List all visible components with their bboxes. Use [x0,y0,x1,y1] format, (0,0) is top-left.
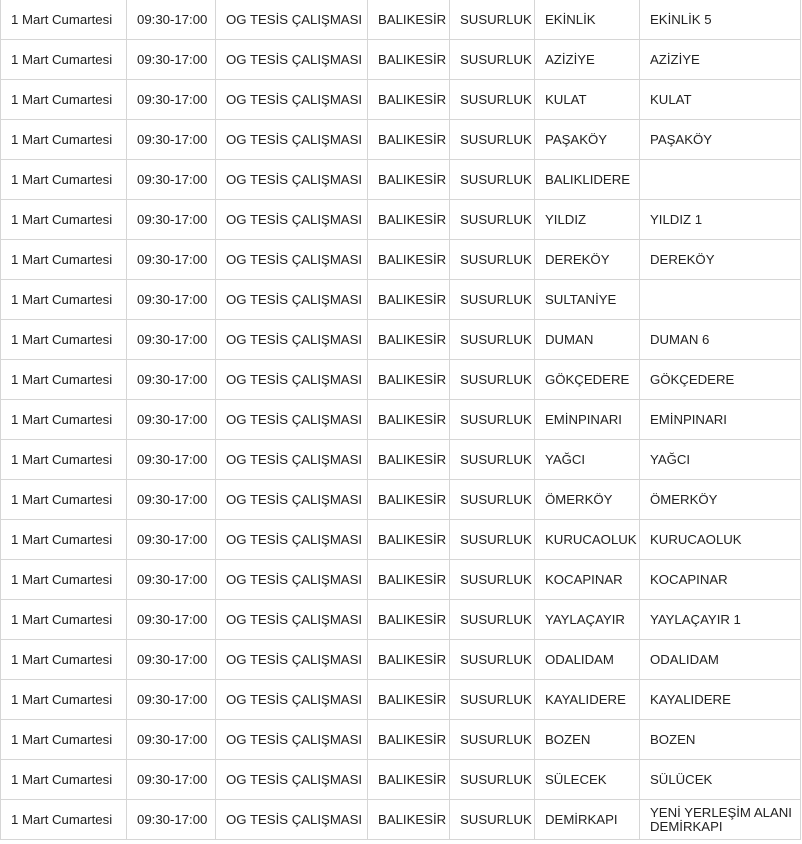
city-cell: BALIKESİR [368,800,450,840]
street-cell: EKİNLİK 5 [640,0,801,40]
table-row [1,600,801,640]
date-cell: 1 Mart Cumartesi [1,560,127,600]
district-cell: SUSURLUK [450,400,535,440]
district-cell: SUSURLUK [450,720,535,760]
table-row [1,400,801,440]
time-cell: 09:30-17:00 [127,360,216,400]
date-cell: 1 Mart Cumartesi [1,400,127,440]
date-cell: 1 Mart Cumartesi [1,200,127,240]
table-row [1,160,801,200]
time-cell: 09:30-17:00 [127,320,216,360]
district-cell: SUSURLUK [450,640,535,680]
city-cell: BALIKESİR [368,80,450,120]
work-type-cell: OG TESİS ÇALIŞMASI [216,440,368,480]
city-cell: BALIKESİR [368,160,450,200]
street-cell: YAĞCI [640,440,801,480]
street-cell: KURUCAOLUK [640,520,801,560]
date-cell: 1 Mart Cumartesi [1,120,127,160]
time-cell: 09:30-17:00 [127,40,216,80]
district-cell: SUSURLUK [450,480,535,520]
city-cell: BALIKESİR [368,40,450,80]
work-type-cell: OG TESİS ÇALIŞMASI [216,40,368,80]
street-cell: DEREKÖY [640,240,801,280]
neighborhood-cell: YAYLAÇAYIR [535,600,640,640]
work-type-cell: OG TESİS ÇALIŞMASI [216,560,368,600]
city-cell: BALIKESİR [368,680,450,720]
time-cell: 09:30-17:00 [127,200,216,240]
table-row [1,200,801,240]
city-cell: BALIKESİR [368,560,450,600]
district-cell: SUSURLUK [450,120,535,160]
date-cell: 1 Mart Cumartesi [1,440,127,480]
date-cell: 1 Mart Cumartesi [1,40,127,80]
district-cell: SUSURLUK [450,600,535,640]
city-cell: BALIKESİR [368,120,450,160]
table-row [1,680,801,720]
work-type-cell: OG TESİS ÇALIŞMASI [216,360,368,400]
neighborhood-cell: SÜLECEK [535,760,640,800]
date-cell: 1 Mart Cumartesi [1,360,127,400]
date-cell: 1 Mart Cumartesi [1,80,127,120]
district-cell: SUSURLUK [450,360,535,400]
street-cell: GÖKÇEDERE [640,360,801,400]
district-cell: SUSURLUK [450,200,535,240]
time-cell: 09:30-17:00 [127,120,216,160]
street-cell: KOCAPINAR [640,560,801,600]
date-cell: 1 Mart Cumartesi [1,600,127,640]
table-row [1,120,801,160]
street-cell: YENİ YERLEŞİM ALANI DEMİRKAPI [640,800,801,840]
neighborhood-cell: KAYALIDERE [535,680,640,720]
table-row [1,0,801,40]
city-cell: BALIKESİR [368,720,450,760]
district-cell: SUSURLUK [450,800,535,840]
neighborhood-cell: DEMİRKAPI [535,800,640,840]
street-cell [640,280,801,320]
neighborhood-cell: YAĞCI [535,440,640,480]
time-cell: 09:30-17:00 [127,720,216,760]
table-row [1,800,801,840]
district-cell: SUSURLUK [450,440,535,480]
neighborhood-cell: EMİNPINARI [535,400,640,440]
table-row [1,640,801,680]
neighborhood-cell: AZİZİYE [535,40,640,80]
city-cell: BALIKESİR [368,200,450,240]
work-type-cell: OG TESİS ÇALIŞMASI [216,600,368,640]
district-cell: SUSURLUK [450,520,535,560]
table-row [1,40,801,80]
neighborhood-cell: DUMAN [535,320,640,360]
table-row [1,480,801,520]
neighborhood-cell: EKİNLİK [535,0,640,40]
table-row [1,440,801,480]
neighborhood-cell: KURUCAOLUK [535,520,640,560]
date-cell: 1 Mart Cumartesi [1,320,127,360]
time-cell: 09:30-17:00 [127,240,216,280]
table-row [1,720,801,760]
date-cell: 1 Mart Cumartesi [1,280,127,320]
work-type-cell: OG TESİS ÇALIŞMASI [216,520,368,560]
time-cell: 09:30-17:00 [127,80,216,120]
street-cell: PAŞAKÖY [640,120,801,160]
work-type-cell: OG TESİS ÇALIŞMASI [216,280,368,320]
date-cell: 1 Mart Cumartesi [1,640,127,680]
work-type-cell: OG TESİS ÇALIŞMASI [216,640,368,680]
district-cell: SUSURLUK [450,160,535,200]
city-cell: BALIKESİR [368,360,450,400]
time-cell: 09:30-17:00 [127,680,216,720]
time-cell: 09:30-17:00 [127,760,216,800]
table-row [1,280,801,320]
date-cell: 1 Mart Cumartesi [1,800,127,840]
district-cell: SUSURLUK [450,280,535,320]
city-cell: BALIKESİR [368,520,450,560]
street-cell: KAYALIDERE [640,680,801,720]
neighborhood-cell: BOZEN [535,720,640,760]
city-cell: BALIKESİR [368,600,450,640]
date-cell: 1 Mart Cumartesi [1,240,127,280]
table-row [1,560,801,600]
neighborhood-cell: SULTANİYE [535,280,640,320]
date-cell: 1 Mart Cumartesi [1,480,127,520]
table-row [1,520,801,560]
street-cell: YILDIZ 1 [640,200,801,240]
street-cell: DUMAN 6 [640,320,801,360]
work-type-cell: OG TESİS ÇALIŞMASI [216,760,368,800]
work-type-cell: OG TESİS ÇALIŞMASI [216,240,368,280]
work-type-cell: OG TESİS ÇALIŞMASI [216,680,368,720]
neighborhood-cell: DEREKÖY [535,240,640,280]
street-cell: AZİZİYE [640,40,801,80]
work-type-cell: OG TESİS ÇALIŞMASI [216,400,368,440]
time-cell: 09:30-17:00 [127,560,216,600]
city-cell: BALIKESİR [368,240,450,280]
date-cell: 1 Mart Cumartesi [1,720,127,760]
street-cell: SÜLÜCEK [640,760,801,800]
district-cell: SUSURLUK [450,760,535,800]
time-cell: 09:30-17:00 [127,600,216,640]
date-cell: 1 Mart Cumartesi [1,760,127,800]
work-type-cell: OG TESİS ÇALIŞMASI [216,720,368,760]
city-cell: BALIKESİR [368,280,450,320]
city-cell: BALIKESİR [368,400,450,440]
table-row [1,240,801,280]
street-cell: ÖMERKÖY [640,480,801,520]
street-cell: KULAT [640,80,801,120]
work-type-cell: OG TESİS ÇALIŞMASI [216,320,368,360]
date-cell: 1 Mart Cumartesi [1,680,127,720]
city-cell: BALIKESİR [368,320,450,360]
work-type-cell: OG TESİS ÇALIŞMASI [216,120,368,160]
time-cell: 09:30-17:00 [127,640,216,680]
time-cell: 09:30-17:00 [127,800,216,840]
table-body [1,0,801,840]
work-type-cell: OG TESİS ÇALIŞMASI [216,480,368,520]
time-cell: 09:30-17:00 [127,440,216,480]
neighborhood-cell: GÖKÇEDERE [535,360,640,400]
street-cell: BOZEN [640,720,801,760]
date-cell: 1 Mart Cumartesi [1,0,127,40]
time-cell: 09:30-17:00 [127,520,216,560]
city-cell: BALIKESİR [368,440,450,480]
city-cell: BALIKESİR [368,0,450,40]
time-cell: 09:30-17:00 [127,480,216,520]
table-row [1,80,801,120]
neighborhood-cell: KULAT [535,80,640,120]
time-cell: 09:30-17:00 [127,160,216,200]
district-cell: SUSURLUK [450,240,535,280]
work-type-cell: OG TESİS ÇALIŞMASI [216,800,368,840]
district-cell: SUSURLUK [450,680,535,720]
city-cell: BALIKESİR [368,480,450,520]
district-cell: SUSURLUK [450,80,535,120]
time-cell: 09:30-17:00 [127,280,216,320]
district-cell: SUSURLUK [450,0,535,40]
work-type-cell: OG TESİS ÇALIŞMASI [216,80,368,120]
work-type-cell: OG TESİS ÇALIŞMASI [216,160,368,200]
city-cell: BALIKESİR [368,640,450,680]
neighborhood-cell: ÖMERKÖY [535,480,640,520]
neighborhood-cell: PAŞAKÖY [535,120,640,160]
neighborhood-cell: ODALIDAM [535,640,640,680]
table-row [1,320,801,360]
date-cell: 1 Mart Cumartesi [1,160,127,200]
work-type-cell: OG TESİS ÇALIŞMASI [216,0,368,40]
neighborhood-cell: KOCAPINAR [535,560,640,600]
neighborhood-cell: YILDIZ [535,200,640,240]
district-cell: SUSURLUK [450,320,535,360]
time-cell: 09:30-17:00 [127,0,216,40]
neighborhood-cell: BALIKLIDERE [535,160,640,200]
district-cell: SUSURLUK [450,560,535,600]
street-cell: YAYLAÇAYIR 1 [640,600,801,640]
district-cell: SUSURLUK [450,40,535,80]
date-cell: 1 Mart Cumartesi [1,520,127,560]
table-row [1,360,801,400]
street-cell: ODALIDAM [640,640,801,680]
work-type-cell: OG TESİS ÇALIŞMASI [216,200,368,240]
city-cell: BALIKESİR [368,760,450,800]
table-row [1,760,801,800]
street-cell [640,160,801,200]
time-cell: 09:30-17:00 [127,400,216,440]
street-cell: EMİNPINARI [640,400,801,440]
